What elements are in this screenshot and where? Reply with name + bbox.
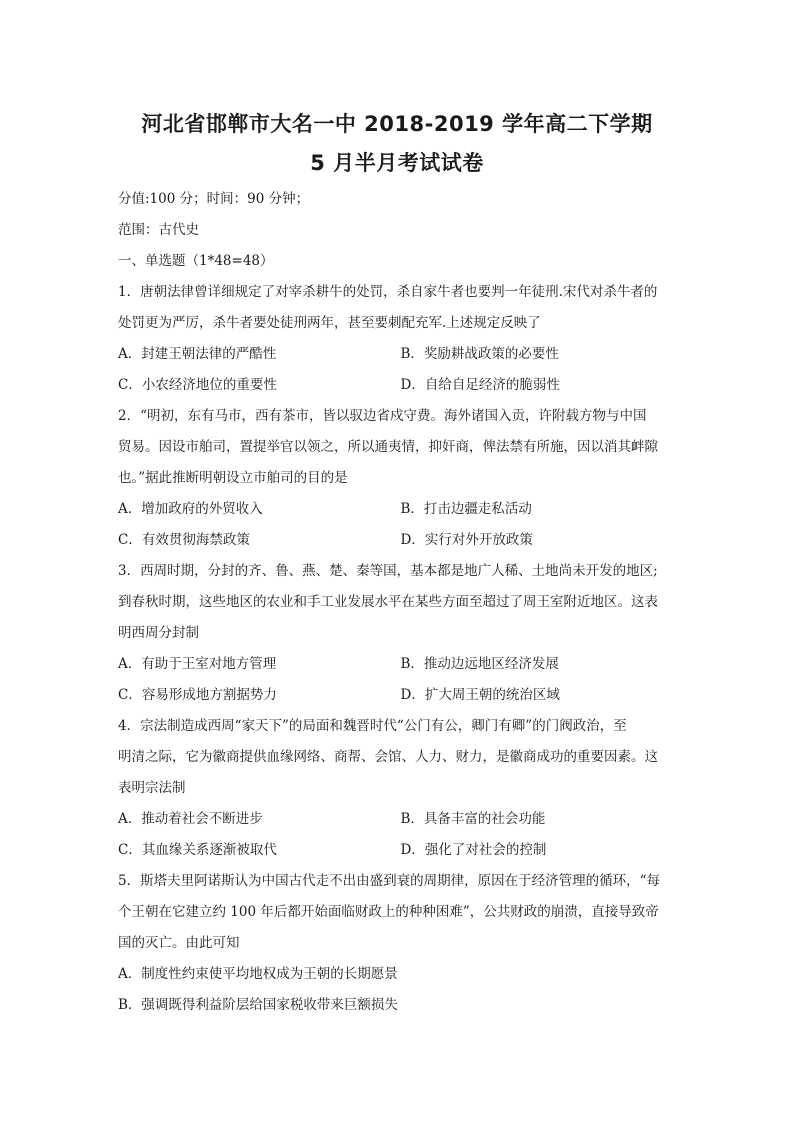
option-b: B．奖励耕战政策的必要性 bbox=[400, 346, 559, 362]
option-c: C．有效贯彻海禁政策 bbox=[118, 532, 250, 548]
question-text-line: 国的灭亡。由此可知 bbox=[118, 935, 240, 951]
question-1 bbox=[118, 277, 683, 401]
question-text-line: 表明宗法制 bbox=[118, 780, 186, 796]
question-text-line: 1．唐朝法律曾详细规定了对宰杀耕牛的处罚，杀自家牛者也要判一年徒刑.宋代对杀牛者的 bbox=[118, 284, 658, 300]
question-text-line: 个王朝在它建立约 100 年后都开始面临财政上的种种困难”，公共财政的崩溃，直接导致帝 bbox=[118, 904, 659, 920]
question-4 bbox=[118, 711, 683, 866]
question-text-line: 贸易。因设市舶司，置提举官以领之，所以通夷情，抑奸商，俾法禁有所施，因以消其衅隙 bbox=[118, 439, 658, 455]
question-text-line: 4．宗法制造成西周“家天下”的局面和魏晋时代“公门有公，卿门有卿”的门阀政治，至 bbox=[118, 718, 627, 734]
option-row bbox=[118, 339, 683, 370]
question-text-line: 2．“明初，东有马市，西有茶市，皆以驭边省戍守费。海外诸国入贡，许附载方物与中国 bbox=[118, 408, 647, 424]
option-b: B．打击边疆走私活动 bbox=[400, 501, 532, 517]
exam-title-line2: 5 月半月考试试卷 bbox=[310, 151, 484, 175]
question-text-line: 处罚更为严厉，杀牛者要处徒刑两年，甚至要刺配充军.上述规定反映了 bbox=[118, 315, 541, 331]
option-c: C．容易形成地方割据势力 bbox=[118, 687, 277, 703]
option-a: A．制度性约束使平均地权成为王朝的长期愿景 bbox=[118, 966, 398, 982]
option-row bbox=[118, 804, 683, 835]
option-b: B．推动边远地区经济发展 bbox=[400, 656, 559, 672]
option-b: B．强调既得利益阶层给国家税收带来巨额损失 bbox=[118, 997, 398, 1013]
question-text-line: 也。”据此推断明朝设立市舶司的目的是 bbox=[118, 470, 348, 486]
question-5 bbox=[118, 866, 683, 1021]
option-c: C．小农经济地位的重要性 bbox=[118, 377, 277, 393]
option-row bbox=[118, 494, 683, 525]
question-text-line: 到春秋时期，这些地区的农业和手工业发展水平在某些方面至超过了周王室附近地区。这表 bbox=[118, 594, 658, 610]
question-2 bbox=[118, 401, 683, 556]
option-a: A．有助于王室对地方管理 bbox=[118, 656, 277, 672]
question-text-line: 明西周分封制 bbox=[118, 625, 199, 641]
scope-info: 范围：古代史 bbox=[118, 222, 199, 238]
option-d: D．实行对外开放政策 bbox=[400, 532, 533, 548]
option-a: A．封建王朝法律的严酷性 bbox=[118, 346, 277, 362]
option-row bbox=[118, 370, 683, 401]
option-row bbox=[118, 680, 683, 711]
score-time-info: 分值:100 分；时间：90 分钟； bbox=[118, 191, 310, 207]
option-c: C．其血缘关系逐渐被取代 bbox=[118, 842, 277, 858]
option-d: D．自给自足经济的脆弱性 bbox=[400, 377, 560, 393]
option-d: D．扩大周王朝的统治区域 bbox=[400, 687, 560, 703]
option-row bbox=[118, 835, 683, 866]
option-d: D．强化了对社会的控制 bbox=[400, 842, 547, 858]
question-text-line: 5．斯塔夫里阿诺斯认为中国古代走不出由盛到衰的周期律，原因在于经济管理的循环，“每 bbox=[118, 873, 660, 889]
option-row bbox=[118, 525, 683, 556]
option-a: A．推动着社会不断进步 bbox=[118, 811, 263, 827]
option-b: B．具备丰富的社会功能 bbox=[400, 811, 546, 827]
exam-content bbox=[118, 184, 683, 1021]
option-row bbox=[118, 649, 683, 680]
exam-title-line1: 河北省邯郸市大名一中 2018-2019 学年高二下学期 bbox=[141, 112, 653, 136]
question-text-line: 明清之际，它为徽商提供血缘网络、商帮、会馆、人力、财力，是徽商成功的重要因素。这 bbox=[118, 749, 658, 765]
option-a: A．增加政府的外贸收入 bbox=[118, 501, 263, 517]
question-3 bbox=[118, 556, 683, 711]
question-text-line: 3．西周时期，分封的齐、鲁、燕、楚、秦等国，基本都是地广人稀、土地尚未开发的地区; bbox=[118, 563, 658, 579]
section-heading: 一、单选题（1*48=48） bbox=[118, 253, 274, 269]
